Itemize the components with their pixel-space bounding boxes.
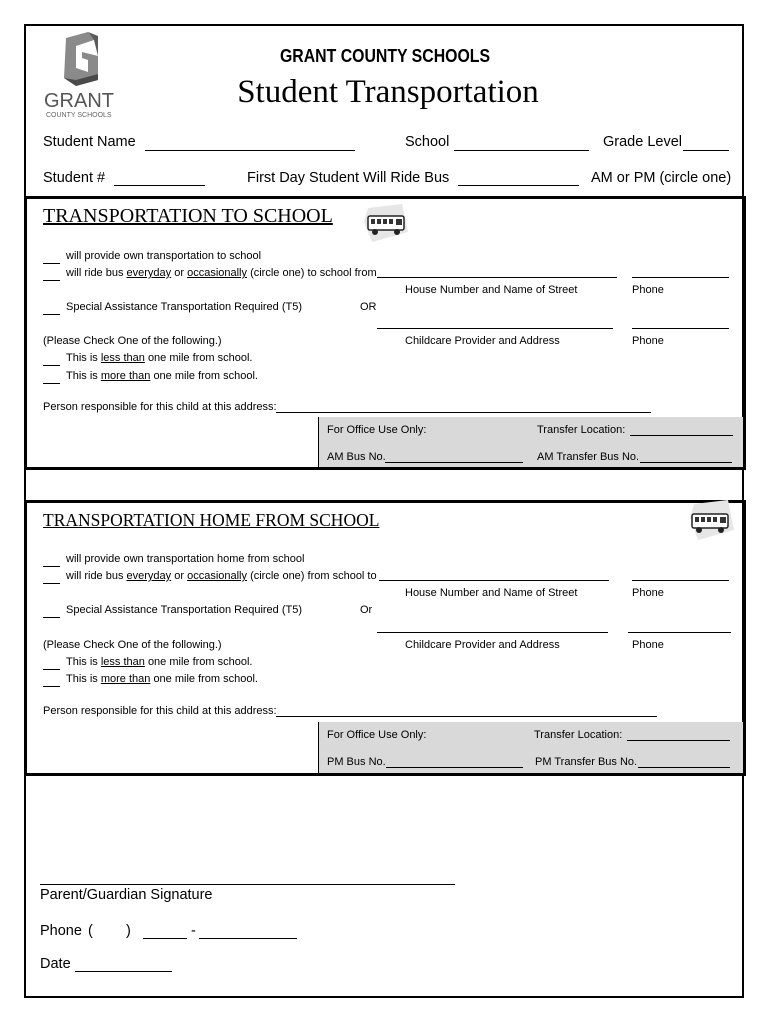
school-input[interactable] (454, 150, 589, 151)
am-bus-input[interactable] (385, 462, 523, 463)
am-pm-label: AM or PM (circle one) (591, 170, 732, 186)
student-number-label: Student # (43, 170, 106, 186)
or-label-2: Or (360, 604, 373, 616)
transfer-location-label-2: Transfer Location: (534, 729, 623, 741)
phone-dash: - (191, 923, 196, 939)
student-name-input[interactable] (145, 150, 355, 151)
phone-prefix-input[interactable] (143, 938, 187, 939)
occasionally-option-2[interactable]: occasionally (187, 570, 247, 582)
special-assist-check[interactable] (43, 314, 60, 315)
childcare-phone-input[interactable] (632, 328, 729, 329)
phone-input-2[interactable] (632, 580, 729, 581)
am-bus-label: AM Bus No. (327, 451, 386, 463)
less-than-text-2: This is less than one mile from school. (66, 656, 253, 668)
am-transfer-bus-input[interactable] (640, 462, 732, 463)
phone-label: Phone (632, 284, 664, 296)
house-label: House Number and Name of Street (405, 284, 578, 296)
org-title: GRANT COUNTY SCHOOLS (279, 46, 491, 66)
childcare-label: Childcare Provider and Address (405, 335, 560, 347)
phone-line-input[interactable] (199, 938, 297, 939)
occasionally-option[interactable]: occasionally (187, 267, 247, 279)
more-than-text: This is more than one mile from school. (66, 370, 258, 382)
school-bus-icon-2 (688, 498, 738, 544)
childcare-input-2[interactable] (377, 632, 608, 633)
phone-paren-close: ) (126, 923, 131, 939)
more-than-check-2[interactable] (43, 686, 60, 687)
date-label: Date (40, 956, 71, 972)
pm-bus-input[interactable] (386, 767, 523, 768)
office-use-label-2: For Office Use Only: (327, 729, 427, 741)
page-title: Student Transportation (237, 74, 539, 110)
pm-transfer-bus-label: PM Transfer Bus No. (535, 756, 638, 768)
more-than-check[interactable] (43, 383, 60, 384)
pm-bus-label: PM Bus No. (327, 756, 386, 768)
logo-name: GRANT (44, 90, 114, 112)
house-address-input[interactable] (377, 277, 617, 278)
transfer-location-label: Transfer Location: (537, 424, 626, 436)
person-responsible-input-2[interactable] (276, 716, 657, 717)
childcare-phone-label: Phone (632, 335, 664, 347)
phone-label-2: Phone (632, 587, 664, 599)
check-one-text-2: (Please Check One of the following.) (43, 639, 222, 651)
date-input[interactable] (75, 971, 172, 972)
person-responsible-label-2: Person responsible for this child at this address: (43, 705, 277, 717)
ride-bus-check[interactable] (43, 280, 60, 281)
pm-transfer-bus-input[interactable] (638, 767, 730, 768)
school-label: School (405, 134, 450, 150)
childcare-input[interactable] (377, 328, 613, 329)
person-responsible-input[interactable] (276, 412, 651, 413)
phone-paren-open: ( (88, 923, 93, 939)
or-word: or (174, 267, 185, 279)
or-label: OR (360, 301, 377, 313)
signature-input[interactable] (40, 884, 455, 885)
own-transport-text: will provide own transportation to school (66, 250, 262, 262)
childcare-label-2: Childcare Provider and Address (405, 639, 560, 651)
am-transfer-bus-label: AM Transfer Bus No. (537, 451, 640, 463)
everyday-option-2[interactable]: everyday (126, 570, 172, 582)
first-day-input[interactable] (458, 185, 579, 186)
transfer-location-input-2[interactable] (627, 740, 730, 741)
ride-bus-text (66, 267, 377, 279)
grade-level-input[interactable] (683, 150, 729, 151)
house-address-input-2[interactable] (379, 580, 609, 581)
everyday-option[interactable]: everyday (126, 267, 172, 279)
phone-input[interactable] (632, 277, 729, 278)
own-transport-check-2[interactable] (43, 566, 60, 567)
grade-level-label: Grade Level (603, 134, 682, 150)
transfer-location-input[interactable] (630, 435, 733, 436)
office-use-label: For Office Use Only: (327, 424, 427, 436)
less-than-check-2[interactable] (43, 669, 60, 670)
school-bus-icon (362, 202, 412, 246)
less-than-check[interactable] (43, 365, 60, 366)
ride-bus-text-2: will ride bus everyday or occasionally (circle one) from school to (66, 570, 377, 582)
to-school-heading: TRANSPORTATION TO SCHOOL (43, 205, 333, 227)
childcare-phone-input-2[interactable] (628, 632, 731, 633)
check-one-text: (Please Check One of the following.) (43, 335, 222, 347)
special-assist-text: Special Assistance Transportation Required (T5) (66, 301, 303, 313)
own-transport-text-2: will provide own transportation home from school (66, 553, 305, 565)
from-school-heading: TRANSPORTATION HOME FROM SCHOOL (43, 510, 380, 530)
student-name-label: Student Name (43, 134, 136, 150)
ride-bus-b: (circle one) to school from (250, 267, 377, 279)
logo-sub: COUNTY SCHOOLS (46, 112, 112, 119)
student-number-input[interactable] (114, 185, 205, 186)
house-label-2: House Number and Name of Street (405, 587, 578, 599)
own-transport-check[interactable] (43, 263, 60, 264)
phone-label-sig: Phone (40, 923, 82, 939)
more-than-text-2: This is more than one mile from school. (66, 673, 258, 685)
ride-bus-a: will ride bus (66, 267, 124, 279)
less-than-text: This is less than one mile from school. (66, 352, 253, 364)
first-day-label: First Day Student Will Ride Bus (247, 170, 450, 186)
special-assist-text-2: Special Assistance Transportation Required (T5) (66, 604, 303, 616)
person-responsible-label: Person responsible for this child at this address: (43, 401, 277, 413)
childcare-phone-label-2: Phone (632, 639, 664, 651)
signature-label: Parent/Guardian Signature (40, 887, 213, 903)
special-assist-check-2[interactable] (43, 617, 60, 618)
ride-bus-check-2[interactable] (43, 583, 60, 584)
